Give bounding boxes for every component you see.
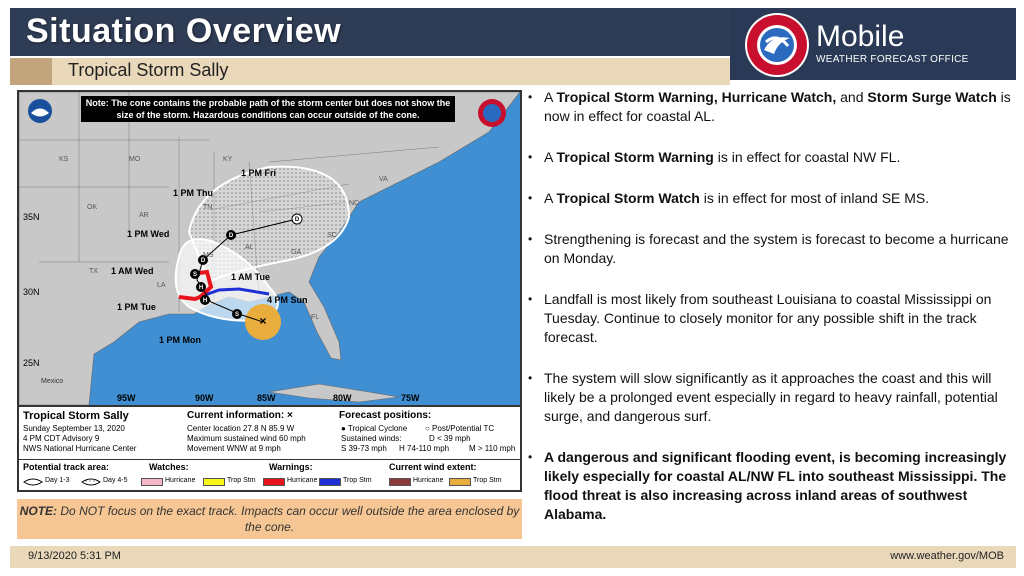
map-legend — [19, 405, 520, 490]
state-label: KS — [59, 156, 69, 163]
bullet-icon: • — [528, 90, 533, 104]
state-label: KY — [223, 156, 233, 163]
legend-fc-d: D < 39 mph — [429, 434, 471, 443]
latitude-label: 30N — [23, 287, 40, 297]
warn-hurricane-swatch — [263, 478, 285, 486]
track-point-label: D — [294, 217, 300, 223]
legend-bottom — [19, 459, 520, 492]
state-label: MS — [203, 252, 214, 259]
legend-day13: Day 1-3 — [45, 477, 70, 484]
page-title: Situation Overview — [26, 12, 342, 50]
legend-watches-title: Watches: — [149, 462, 189, 472]
legend-fc-post: ○ Post/Potential TC — [425, 424, 495, 433]
legend-day45: Day 4-5 — [103, 477, 128, 484]
header — [10, 8, 1016, 80]
page-subtitle: Tropical Storm Sally — [68, 60, 229, 80]
legend-current-wind: Maximum sustained wind 60 mph — [187, 434, 306, 443]
track-point-label: S — [234, 312, 240, 318]
list-item: • A Tropical Storm Warning, Hurricane Watch, and Storm Surge Watch is now in effect for coastal AL. — [528, 89, 1011, 124]
list-item: • A Tropical Storm Warning is in effect for coastal NW FL. — [528, 149, 901, 165]
longitude-label: 95W — [117, 393, 136, 403]
nws-logo-icon — [744, 12, 810, 78]
longitude-label: 90W — [195, 393, 214, 403]
legend-watch-tropstm: Trop Stm — [227, 477, 256, 484]
state-label: TX — [89, 268, 98, 275]
state-label: FL — [311, 314, 320, 321]
watch-tropstm-swatch — [203, 478, 225, 486]
track-point-label: H — [202, 298, 208, 304]
state-label: AL — [245, 244, 254, 251]
bullet-list — [526, 88, 1018, 524]
legend-current-location: Center location 27.8 N 85.9 W — [187, 424, 295, 433]
state-label: OK — [87, 204, 98, 211]
legend-track-title: Potential track area: — [23, 462, 110, 472]
track-label: 1 PM Wed — [127, 229, 170, 239]
legend-fc-sustained: Sustained winds: — [341, 434, 402, 443]
latitude-label: 25N — [23, 358, 40, 368]
latitude-label: 35N — [23, 212, 40, 222]
footer — [10, 546, 1016, 568]
note-label: NOTE: — [19, 504, 58, 518]
bullet-icon: • — [528, 371, 533, 385]
track-label: 1 PM Mon — [159, 335, 201, 345]
warn-tropstm-swatch — [319, 478, 341, 486]
wind-hurricane-swatch — [389, 478, 411, 486]
state-label: MO — [129, 156, 141, 163]
legend-watch-hurricane: Hurricane — [165, 477, 196, 484]
bullet-icon: • — [528, 150, 533, 164]
legend-date: Sunday September 13, 2020 — [23, 424, 125, 433]
footer-datetime: 9/13/2020 5:31 PM — [28, 550, 121, 562]
day13-swatch-icon — [23, 476, 43, 488]
watch-hurricane-swatch — [141, 478, 163, 486]
office-box — [730, 8, 1016, 80]
list-item: • A Tropical Storm Watch is in effect for most of inland SE MS. — [528, 190, 930, 206]
legend-current-movement: Movement WNW at 9 mph — [187, 444, 281, 453]
track-point-label: S — [192, 272, 198, 278]
note-text: Do NOT focus on the exact track. Impacts can occur well outside the area enclosed by the cone. — [60, 504, 520, 534]
legend-current-title: Current information: × — [187, 410, 293, 421]
office-subtitle: WEATHER FORECAST OFFICE — [816, 54, 969, 65]
country-label: Mexico — [41, 378, 64, 385]
map-note: Note: The cone contains the probable path of the storm center but does not show the size of the storm. Hazardous conditions can occur outside of the cone. — [81, 96, 455, 122]
list-item: • The system will slow significantly as it approaches the coast and this will likely be a prolonged event especially in regard to heavy rainfall, potential surge, and dangerous surf. — [528, 370, 998, 424]
track-label: 1 PM Tue — [117, 302, 156, 312]
bullet-icon: • — [528, 292, 533, 306]
office-name: Mobile — [816, 20, 905, 53]
longitude-label: 85W — [257, 393, 276, 403]
track-label: 1 PM Thu — [173, 188, 213, 198]
list-item: • Landfall is most likely from southeast Louisiana to coastal Mississippi on Tuesday. Continue to closely monitor for any possible shift in the track forecast. — [528, 291, 992, 345]
legend-fc-s: S 39-73 mph — [341, 444, 387, 453]
legend-wind-hurricane: Hurricane — [413, 477, 444, 484]
state-label: LA — [157, 282, 166, 289]
nws-map-logo-icon — [477, 98, 507, 128]
list-item: • Strengthening is forecast and the system is forecast to become a hurricane on Monday. — [528, 231, 1009, 266]
subtitle-accent — [10, 58, 52, 85]
track-label: 4 PM Sun — [267, 295, 308, 305]
state-label: NC — [349, 200, 360, 207]
bullet-icon: • — [528, 450, 533, 464]
legend-wind-tropstm: Trop Stm — [473, 477, 502, 484]
legend-fc-m: M > 110 mph — [469, 444, 516, 453]
legend-forecast-title: Forecast positions: — [339, 410, 432, 421]
legend-storm-name: Tropical Storm Sally — [23, 410, 129, 422]
state-label: GA — [291, 249, 302, 256]
state-label: SC — [327, 232, 337, 239]
legend-warn-tropstm: Trop Stm — [343, 477, 372, 484]
legend-fc-h: H 74-110 mph — [399, 444, 450, 453]
state-label: TN — [203, 204, 213, 211]
list-item: • A dangerous and significant flooding event, is becoming increasingly likely especially for coastal AL/NW FL into southeast Mississippi. The flood threat is also increasing across inland areas of southwest Alabama. — [528, 449, 1007, 522]
subtitle-bar — [10, 58, 730, 85]
svg-text:×: × — [259, 314, 267, 328]
longitude-label: 75W — [401, 393, 420, 403]
noaa-logo-icon — [27, 98, 53, 124]
day45-swatch-icon — [81, 476, 101, 488]
track-label: 1 PM Fri — [241, 168, 277, 178]
map-graphic — [19, 92, 520, 405]
longitude-label: 80W — [333, 393, 352, 403]
state-label: AR — [139, 212, 149, 219]
legend-warn-hurricane: Hurricane — [287, 477, 318, 484]
track-label: 1 AM Tue — [231, 272, 271, 282]
legend-warnings-title: Warnings: — [269, 462, 313, 472]
track-point-label: D — [200, 258, 206, 264]
wind-tropstm-swatch — [449, 478, 471, 486]
track-label: 1 AM Wed — [111, 266, 154, 276]
note-banner — [17, 499, 522, 539]
forecast-cone-map — [17, 90, 522, 492]
legend-center: NWS National Hurricane Center — [23, 444, 137, 453]
footer-url[interactable]: www.weather.gov/MOB — [890, 550, 1004, 562]
bullet-icon: • — [528, 232, 533, 246]
bullet-icon: • — [528, 191, 533, 205]
legend-wind-title: Current wind extent: — [389, 462, 477, 472]
legend-advisory: 4 PM CDT Advisory 9 — [23, 434, 100, 443]
track-point-label: H — [198, 285, 204, 291]
track-point-label: D — [228, 233, 234, 239]
legend-fc-tropical: ● Tropical Cyclone — [341, 424, 408, 433]
state-label: VA — [379, 176, 388, 183]
